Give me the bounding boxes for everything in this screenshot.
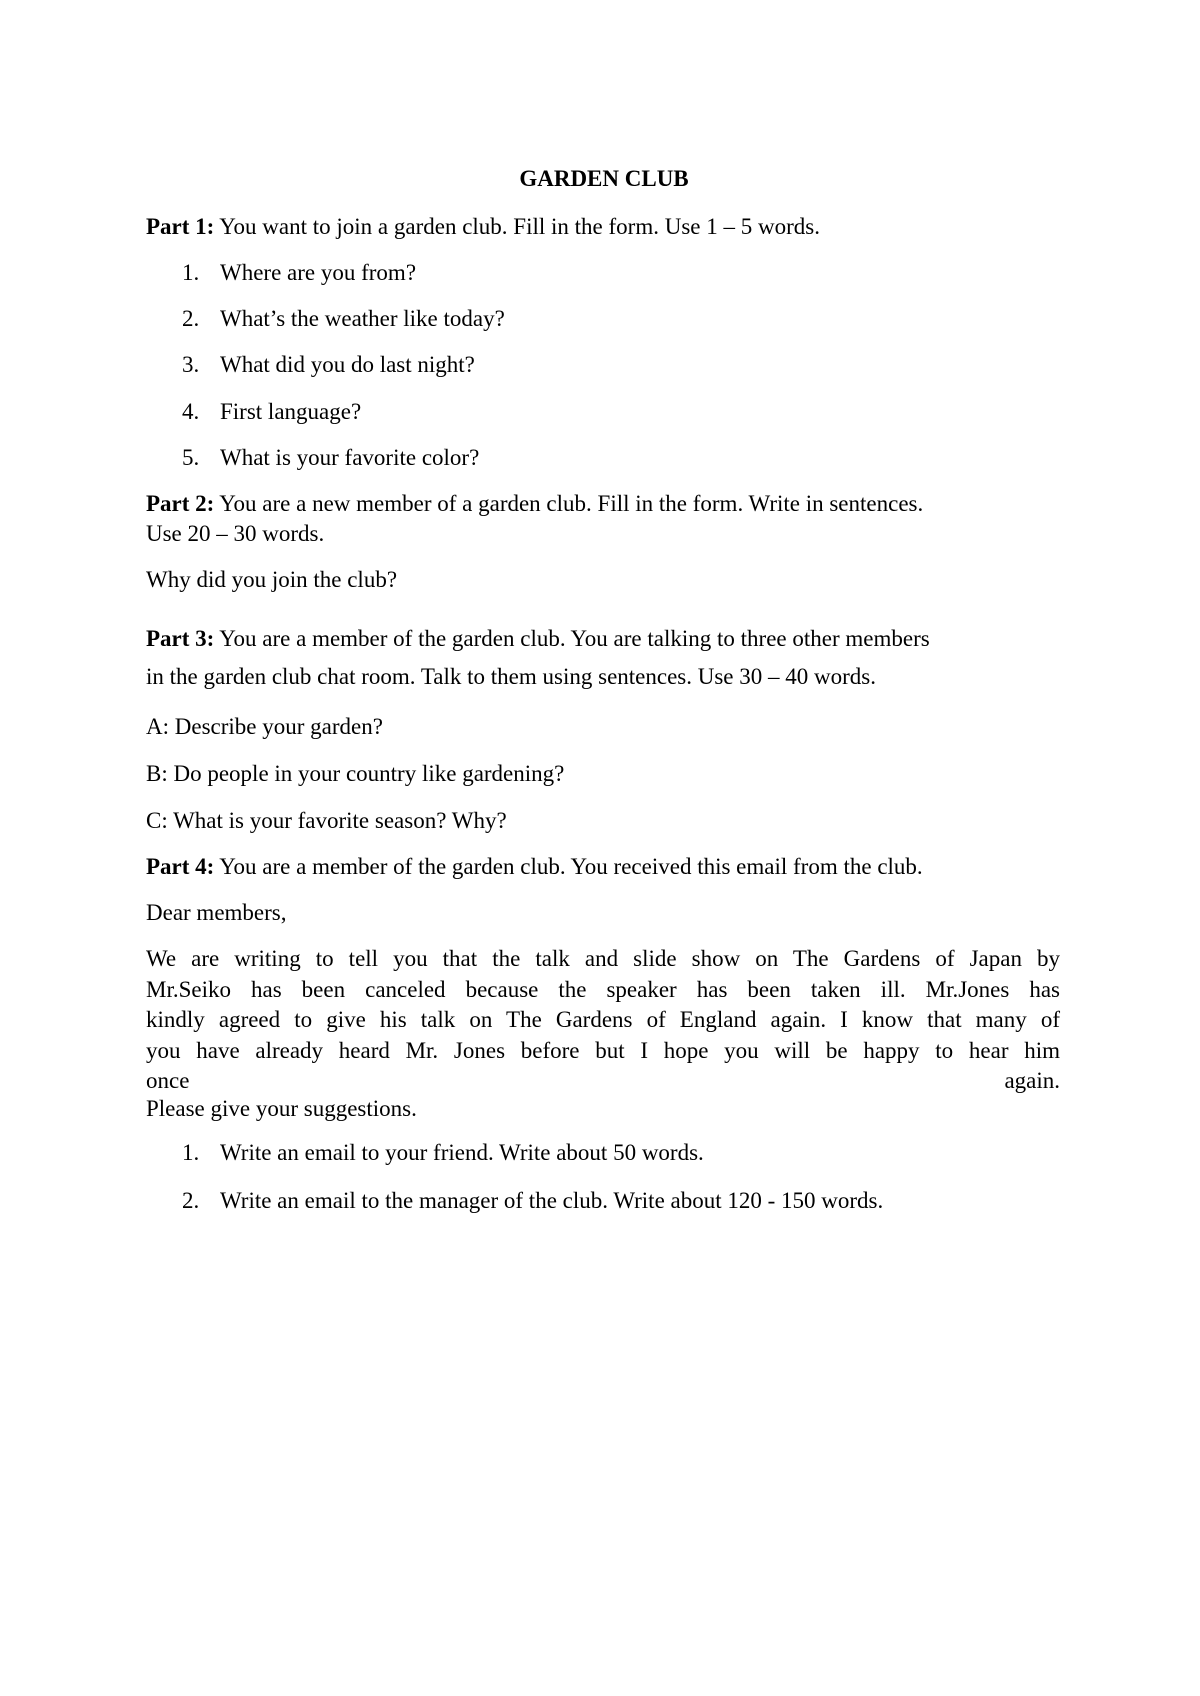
list-number: 2. (182, 1188, 200, 1213)
part4-text: You are a member of the garden club. You received this email from the club. (214, 854, 923, 879)
part3-text-line2: in the garden club chat room. Talk to them using sentences. Use 30 – 40 words. (146, 664, 876, 689)
email-line: Please give your suggestions. (146, 1096, 417, 1121)
part3-question-a: A: Describe your garden? (146, 714, 383, 739)
email-greeting: Dear members, (146, 900, 287, 925)
list-number: 1. (182, 260, 200, 285)
email-body (146, 944, 1060, 1122)
list-text: What’s the weather like today? (220, 306, 505, 331)
list-text: What did you do last night? (220, 352, 475, 377)
email-word-once: once (146, 1068, 190, 1093)
list-item (146, 443, 1060, 473)
part3-question-b: B: Do people in your country like gardening? (146, 761, 565, 786)
list-text: Write an email to your friend. Write about 50 words. (220, 1140, 704, 1165)
email-word-again: again. (1004, 1068, 1060, 1093)
part3-question-c: C: What is your favorite season? Why? (146, 808, 507, 833)
part2-label: Part 2: (146, 491, 215, 516)
part4-label: Part 4: (146, 854, 215, 879)
part2-text-line2: Use 20 – 30 words. (146, 521, 325, 546)
email-line-spread (146, 1066, 1060, 1096)
list-text: Where are you from? (220, 260, 417, 285)
list-number: 3. (182, 352, 200, 377)
part1-question-list (146, 258, 1060, 473)
list-item (146, 258, 1060, 288)
list-item (146, 1138, 1060, 1168)
part3-label: Part 3: (146, 626, 215, 651)
list-item (146, 1186, 1060, 1216)
part4-task-list (146, 1138, 1060, 1216)
list-number: 5. (182, 445, 200, 470)
email-line: you have already heard Mr. Jones before but I hope you will be happy to hear him (146, 1037, 1060, 1063)
list-item (146, 350, 1060, 380)
part2-question: Why did you join the club? (146, 567, 398, 592)
part1-instruction (146, 212, 1060, 242)
part2-text-line1: You are a new member of a garden club. Fill in the form. Write in sentences. (214, 491, 924, 516)
page-title: GARDEN CLUB (519, 166, 689, 191)
list-item (146, 304, 1060, 334)
part2-instruction (146, 489, 1060, 549)
list-text: First language? (220, 399, 362, 424)
document-page (146, 166, 1060, 1216)
email-line: kindly agreed to give his talk on The Gardens of England again. I know that many of (146, 1007, 1060, 1032)
list-number: 4. (182, 399, 200, 424)
part1-label: Part 1: (146, 214, 215, 239)
list-text: Write an email to the manager of the club. Write about 120 - 150 words. (220, 1188, 884, 1213)
part1-text: You want to join a garden club. Fill in the form. Use 1 – 5 words. (214, 214, 820, 239)
list-number: 2. (182, 306, 200, 331)
part4-instruction (146, 852, 1060, 882)
email-line: We are writing to tell you that the talk and slide show on The Gardens of Japan by (146, 946, 1060, 971)
part3-text-line1: You are a member of the garden club. You are talking to three other members (214, 626, 930, 651)
list-text: What is your favorite color? (220, 445, 480, 470)
part3-instruction (146, 620, 1060, 696)
list-number: 1. (182, 1140, 200, 1165)
list-item (146, 397, 1060, 427)
email-line: Mr.Seiko has been canceled because the speaker has been taken ill. Mr.Jones has (146, 976, 1060, 1002)
